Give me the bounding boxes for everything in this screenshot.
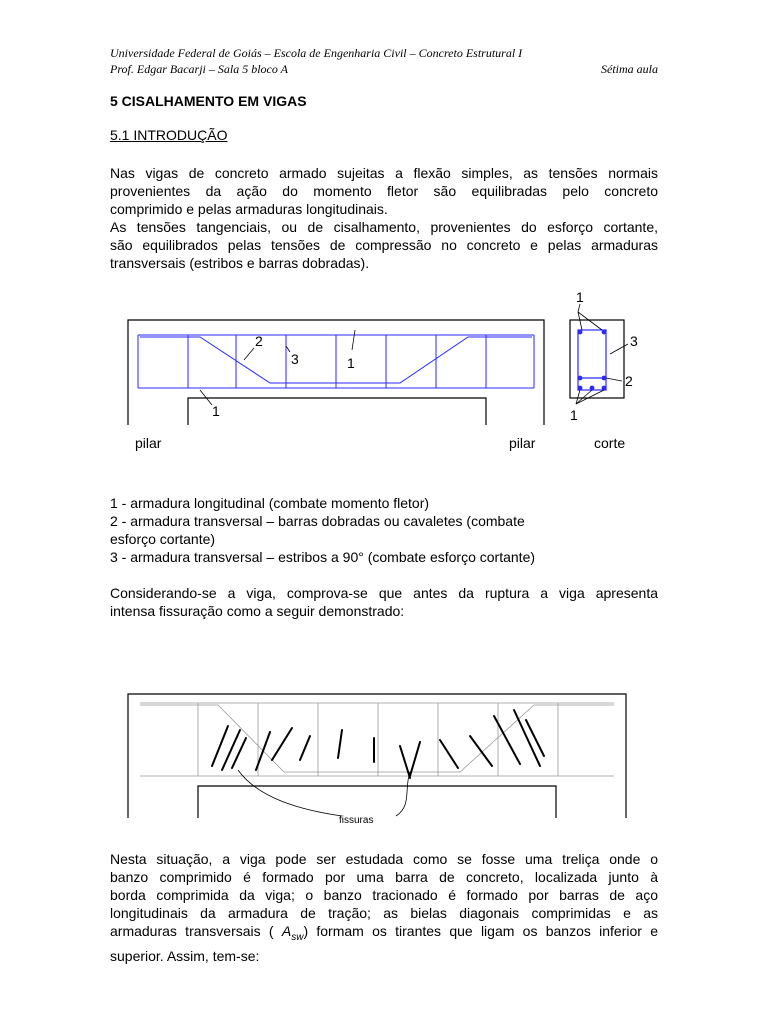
rebar-dot xyxy=(578,330,583,335)
leader-line xyxy=(352,330,355,350)
crack xyxy=(338,730,342,758)
asw-symbol xyxy=(281,923,304,943)
section-label-1: 1 xyxy=(570,407,578,423)
cross-section-stirrup xyxy=(578,330,606,390)
legend-item-3: 3 - armadura transversal – estribos a 90° (combate esforço cortante) xyxy=(110,549,536,565)
label-2: 2 xyxy=(255,333,263,349)
label-1: 1 xyxy=(212,403,220,419)
crack xyxy=(470,736,492,766)
beam-outline xyxy=(128,694,626,818)
leader-line xyxy=(578,304,580,312)
caption-corte: corte xyxy=(594,435,626,451)
paragraph-2-line: Considerando-se a viga, comprova-se que antes da ruptura a viga apresenta xyxy=(110,585,658,601)
cracking-figure xyxy=(0,688,768,828)
stirrups xyxy=(138,335,534,388)
paragraph-2-line: intensa fissuração como a seguir demonstrado: xyxy=(110,603,405,619)
leader-line xyxy=(606,378,622,381)
leader-line xyxy=(238,770,342,816)
crack xyxy=(440,740,458,768)
header-professor-text: Prof. Edgar Bacarji – Sala 5 bloco A xyxy=(110,62,288,76)
header-professor-row xyxy=(110,62,658,76)
rebar-dot xyxy=(578,386,583,391)
intro-p1-line: provenientes da ação do momento fletor são equilibradas pelo concreto xyxy=(110,183,658,199)
fissuras-label: fissuras xyxy=(339,815,374,826)
paragraph-3-line: borda comprimida da viga; o banzo tracionado é formado por barras de aço xyxy=(110,887,658,903)
rebar-dot xyxy=(602,386,607,391)
cross-section-bars xyxy=(578,330,607,391)
leader-line xyxy=(244,348,254,360)
paragraph-3-line: longitudinais da armadura de tração; as bielas diagonais comprimidas e as xyxy=(110,905,658,921)
faint-reinforcement xyxy=(140,703,614,776)
intro-p1-line: Nas vigas de concreto armado sujeitas a flexão simples, as tensões normais xyxy=(110,165,658,181)
intro-p2-line: As tensões tangenciais, ou de cisalhamento, provenientes do esforço cortante, xyxy=(110,219,658,235)
section-label-1: 1 xyxy=(576,289,584,305)
section-title: 5 CISALHAMENTO EM VIGAS xyxy=(110,93,307,109)
crack xyxy=(410,742,420,776)
legend-item-2: 2 - armadura transversal – barras dobradas ou cavaletes (combate xyxy=(110,513,525,529)
leader-line xyxy=(396,772,410,816)
crack xyxy=(300,736,310,760)
paragraph-3-line: banzo comprimido é formado por uma barra de concreto, localizada junto à xyxy=(110,869,658,885)
legend-item-2-cont: esforço cortante) xyxy=(110,531,216,547)
paragraph-2 xyxy=(110,584,658,620)
label-1: 1 xyxy=(347,355,355,371)
leader-lines xyxy=(200,330,355,405)
crack xyxy=(272,728,292,760)
paragraph-3-line: superior. Assim, tem-se: xyxy=(110,947,260,964)
paragraph-3-line-asw xyxy=(110,922,658,947)
label-3: 3 xyxy=(291,351,299,367)
intro-paragraph-1 xyxy=(110,164,658,218)
crack xyxy=(400,746,410,778)
header-institution-text: Universidade Federal de Goiás – Escola de Engenharia Civil – Concreto Estrutural I xyxy=(110,46,523,60)
pillar-outline xyxy=(198,786,556,818)
legend-item-1: 1 - armadura longitudinal (combate momento fletor) xyxy=(110,495,430,511)
section-subtitle: 5.1 INTRODUÇÃO xyxy=(110,127,228,143)
crack-leaders xyxy=(238,770,410,816)
header-lesson-text: Sétima aula xyxy=(601,62,658,76)
rebar-dot xyxy=(590,386,595,391)
asw-main: A xyxy=(281,923,292,939)
section-label-2: 2 xyxy=(625,373,633,389)
pillar-outline xyxy=(188,398,486,425)
intro-p2-line: transversais (estribos e barras dobradas). xyxy=(110,255,370,271)
paragraph-3 xyxy=(110,850,658,965)
paragraph-3-line: Nesta situação, a viga pode ser estudada como se fosse uma treliça onde o xyxy=(110,851,658,867)
asw-suffix-text: ) formam os tirantes que ligam os banzos inferior e xyxy=(303,923,658,939)
leader-line xyxy=(286,346,290,352)
asw-subscript: sw xyxy=(291,931,304,943)
leader-line xyxy=(610,344,628,354)
intro-paragraph-2 xyxy=(110,218,658,272)
caption-pilar-left: pilar xyxy=(135,435,162,451)
header-institution xyxy=(110,46,658,60)
intro-p2-line: são equilibrados pelas tensões de compressão no concreto e pelas armaduras xyxy=(110,237,658,253)
faint-bent-bar xyxy=(140,705,614,772)
intro-p1-line: comprimido e pelas armaduras longitudinais. xyxy=(110,201,388,217)
section-label-3: 3 xyxy=(630,333,638,349)
asw-prefix-text: armaduras transversais ( xyxy=(110,923,282,939)
caption-pilar-right: pilar xyxy=(509,435,536,451)
crack xyxy=(526,720,544,756)
rebar-dot xyxy=(602,330,607,335)
beam-reinforcement-figure xyxy=(0,280,768,480)
